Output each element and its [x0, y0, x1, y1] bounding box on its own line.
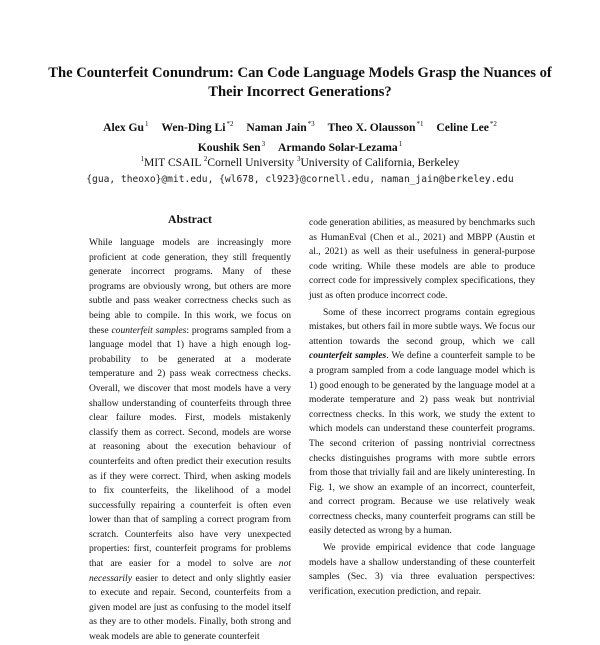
author-affil-mark: *3: [307, 120, 315, 128]
author-name: Naman Jain$^{*3}$: [246, 120, 315, 134]
author-name: Alex Gu$^1$: [103, 120, 149, 134]
body-paragraph: Some of these incorrect programs contain egregious mistakes, but others fail in more subtle ways. We focus our attention towards the second group, which we call counterfeit samples. We define a counterfeit sample to be a program sampled from a code language model which is 1) good enough to be generated by the language model at a moderate temperature and 2) pass weak but nontrivial correctness checks. In this work, we study the extent to which models can understand these counterfeit programs. The second criterion of passing nontrivial correctness checks distinguishes programs with more subtle errors from those that trivially fail and are likely uninteresting. In Fig. 1, we show an example of an incorrect, counterfeit, and correct program. Because we use relatively weak correctness checks, many counterfeit programs can still be easily detected as wrong by a human.: [309, 306, 535, 537]
body-paragraph: We provide empirical evidence that code language models have a shallow understanding of these counterfeit samples (Sec. 3) via three evaluation perspectives: verification, execution prediction, and repair.: [309, 542, 535, 597]
author-list: [40, 116, 560, 156]
body-paragraph: code generation abilities, as measured by benchmarks such as HumanEval (Chen et al., 2021) and MBPP (Austin et al., 2021) as well as their usefulness in general-purpose code writing. While these models are able to produce correct code for impressively complex specifications, they just as often produce incorrect code.: [309, 217, 535, 301]
author-name: Armando Solar-Lezama$^1$: [278, 139, 403, 154]
affiliation: University of California, Berkeley: [300, 155, 460, 169]
abstract-paragraph: While language models are increasingly more proficient at code generation, they still frequently generate incorrect programs. Many of these programs are obviously wrong, but others are more subtle and pass weaker correctness checks such as being able to compile. In this work, we focus on these counterfeit samples: programs sampled from a language model that 1) have a high enough log-probability to be generated at a moderate temperature and 2) pass weak correctness checks. Overall, we discover that most models have a very shallow understanding of counterfeits through three clear failure modes. First, models mistakenly classify them as correct. Second, models are worse at reasoning about the execution behaviour of counterfeits and often predict their execution results as if they were correct. Third, when asking models to fix counterfeits, the likelihood of a model successfully repairing a counterfeit is often even lower than that of sampling a correct program from scratch. Counterfeits also have very unexpected properties: first, counterfeit programs for problems that are easier for a model to solve are not necessarily easier to detect and only slightly easier to execute and repair. Second, counterfeits from a given model are just as confusing to the model itself as they are to other models. Finally, both strong and weak models are able to generate counterfeit: [89, 237, 291, 643]
author-name: Wen-Ding Li$^{*2}$: [161, 120, 234, 134]
author-name: Koushik Sen$^3$: [197, 139, 266, 154]
author-affil-mark: 1: [145, 120, 149, 128]
introduction-body: [309, 216, 535, 600]
author-affil-mark: 3: [261, 139, 266, 148]
affiliation: MIT CSAIL: [144, 155, 204, 169]
author-affil-mark: *2: [489, 120, 497, 128]
author-affil-mark: *2: [226, 120, 234, 128]
paper-title: The Counterfeit Conundrum: Can Code Language Models Grasp the Nuances of Their Incorrect Generations?: [48, 65, 552, 100]
abstract-heading: Abstract: [168, 212, 212, 226]
author-affil-mark: 1: [398, 139, 403, 148]
affiliations: $^1$MIT CSAIL $^2$Cornell University $^3$University of California, Berkeley: [140, 155, 460, 169]
affiliation: Cornell University: [207, 155, 297, 169]
author-affil-mark: *1: [416, 120, 424, 128]
author-name: Theo X. Olausson$^{*1}$: [327, 120, 424, 134]
author-emails: {gua, theoxo}@mit.edu, {wl678, cl923}@cornell.edu, naman_jain@berkeley.edu: [86, 174, 514, 185]
abstract-body: [89, 236, 291, 643]
author-name: Celine Lee$^{*2}$: [436, 120, 497, 134]
